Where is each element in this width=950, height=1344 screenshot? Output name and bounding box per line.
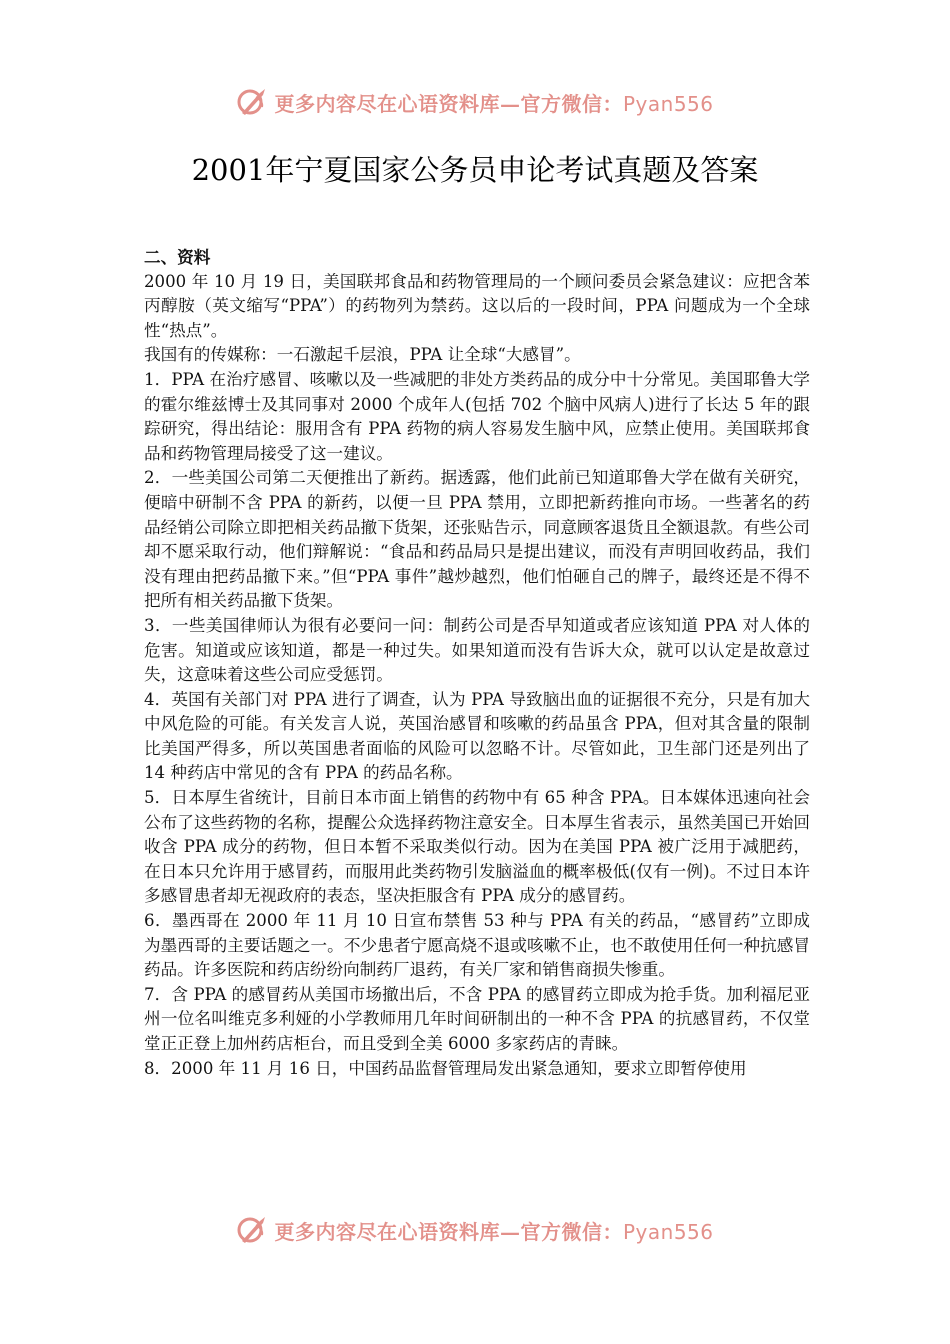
document-body: [144, 245, 810, 1081]
paragraph: 7．含 PPA 的感冒药从美国市场撤出后，不含 PPA 的感冒药立即成为抢手货。加利福尼亚州一位名叫维克多利娅的小学教师用几年时间研制出的一种不含 PPA 的抗感冒药，不仅堂堂正正登上加州药店柜台，而且受到全美 6000 多家药店的青睐。: [144, 984, 810, 1053]
paragraph: 3．一些美国律师认为很有必要问一问：制药公司是否早知道或者应该知道 PPA 对人体的危害。知道或应该知道，都是一种过失。如果知道而没有告诉大众，就可以认定是故意过失，这意味着这些公司应受惩罚。: [144, 615, 810, 685]
pen-logo-icon: [236, 1213, 270, 1247]
watermark-banner-top: [0, 82, 950, 122]
paragraph: 8．2000 年 11 月 16 日，中国药品监督管理局发出紧急通知，要求立即暂停使用: [144, 1058, 747, 1078]
paragraph: 6．墨西哥在 2000 年 11 月 10 日宣布禁售 53 种与 PPA 有关的药品，“感冒药”立即成为墨西哥的主要话题之一。不少患者宁愿高烧不退或咳嗽不止，也不敢使用任何一种抗感冒药品。许多医院和药店纷纷向制药厂退药，有关厂家和销售商损失惨重。: [144, 911, 810, 980]
paragraph: 2000 年 10 月 19 日，美国联邦食品和药物管理局的一个顾问委员会紧急建议：应把含苯丙醇胺（英文缩写“PPA”）的药物列为禁药。这以后的一段时间，PPA 问题成为一个全球性“热点”。: [144, 271, 810, 340]
paragraph: 1．PPA 在治疗感冒、咳嗽以及一些减肥的非处方类药品的成分中十分常见。美国耶鲁大学的霍尔维兹博士及其同事对 2000 个成年人(包括 702 个脑中风病人)进行了长达 5 年的跟踪研究，得出结论：服用含有 PPA 药物的病人容易发生脑中风，应禁止使用。美国联邦食品和药物管理局接受了这一建议。: [144, 369, 810, 463]
watermark-text: 更多内容尽在心语资料库—官方微信：Pyan556: [274, 1219, 714, 1244]
watermark-banner-bottom: [0, 1210, 950, 1250]
paragraph: 我国有的传媒称：一石激起千层浪，PPA 让全球“大感冒”。: [144, 345, 581, 365]
paragraph: 4．英国有关部门对 PPA 进行了调查，认为 PPA 导致脑出血的证据很不充分，只是有加大中风危险的可能。有关发言人说，英国治感冒和咳嗽的药品虽含 PPA，但对其含量的限制比美国严得多，所以英国患者面临的风险可以忽略不计。尽管如此，卫生部门还是列出了 14 种药店中常见的含有 PPA 的药品名称。: [144, 689, 810, 783]
section-heading: 二、资料: [144, 247, 211, 267]
watermark-text: 更多内容尽在心语资料库—官方微信：Pyan556: [274, 91, 714, 116]
paragraph: 5．日本厚生省统计，目前日本市面上销售的药物中有 65 种含 PPA。日本媒体迅速向社会公布了这些药物的名称，提醒公众选择药物注意安全。日本厚生省表示，虽然美国已开始回收含 PPA 成分的药物，但日本暂不采取类似行动。因为在美国 PPA 被广泛用于减肥药，在日本只允许用于感冒药，而服用此类药物引发脑溢血的概率极低(仅有一例)。不过日本许多感冒患者却无视政府的表态，坚决拒服含有 PPA 成分的感冒药。: [144, 788, 810, 906]
document-title: 2001年宁夏国家公务员申论考试真题及答案: [191, 153, 759, 187]
paragraph: 2．一些美国公司第二天便推出了新药。据透露，他们此前已知道耶鲁大学在做有关研究，便暗中研制不含 PPA 的新药，以便一旦 PPA 禁用，立即把新药推向市场。一些著名的药品经销公司除立即把相关药品撤下货架，还张贴告示，同意顾客退货且全额退款。有些公司却不愿采取行动，他们辩解说：“食品和药品局只是提出建议，而没有声明回收药品，我们没有理由把药品撤下来。”但“PPA 事件”越炒越烈，他们怕砸自己的牌子，最终还是不得不把所有相关药品撤下货架。: [144, 468, 810, 611]
pen-logo-icon: [236, 85, 270, 119]
